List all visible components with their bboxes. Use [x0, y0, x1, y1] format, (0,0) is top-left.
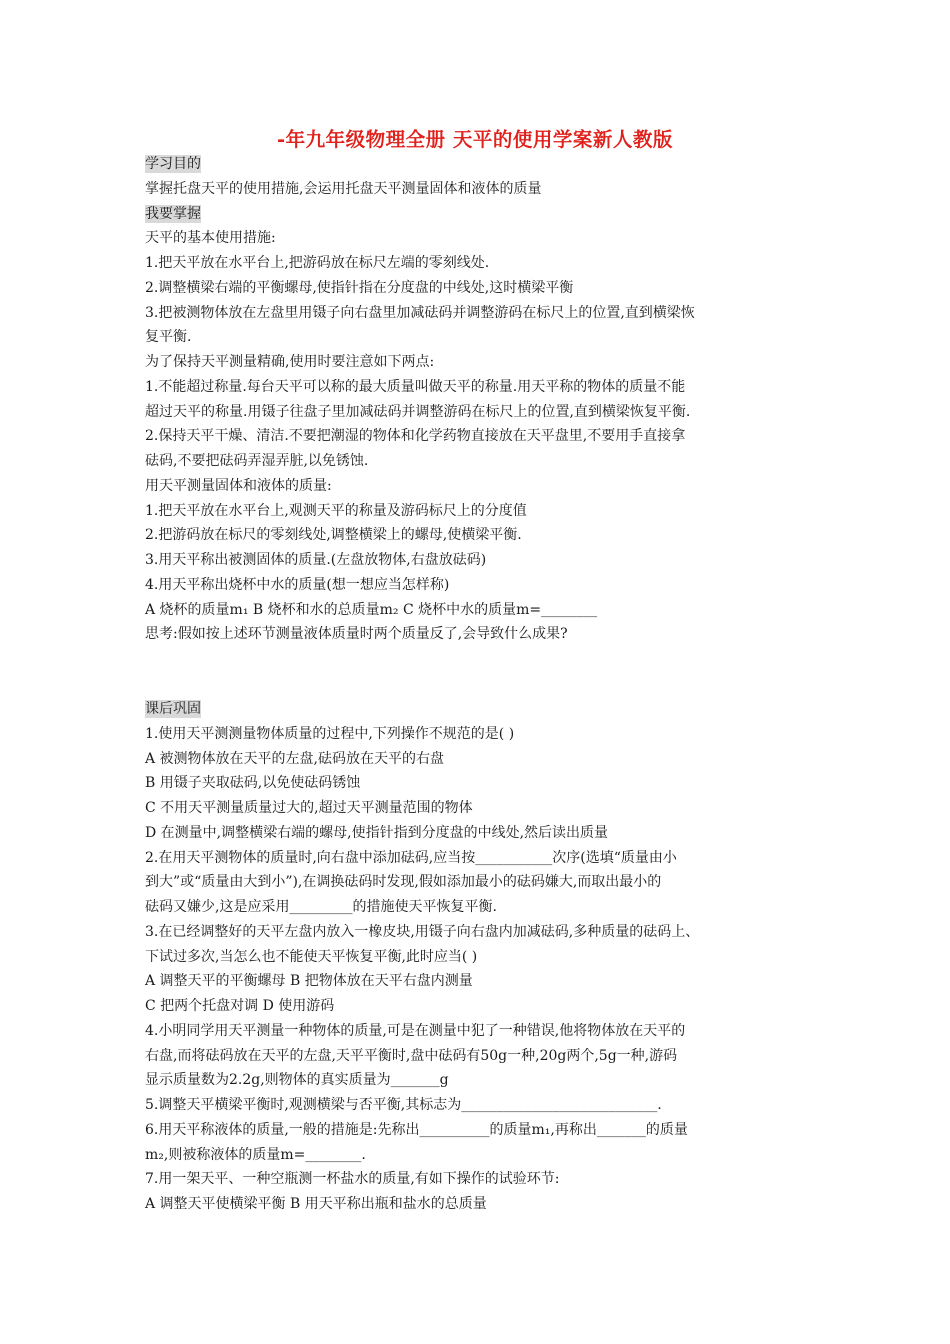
- document-title: -年九年级物理全册 天平的使用学案新人教版: [277, 128, 673, 151]
- text-line: 7.用一架天平、一种空瓶测一杯盐水的质量,有如下操作的试验环节:: [145, 1171, 560, 1188]
- text-line: 下试过多次,当怎么也不能使天平恢复平衡,此时应当( ): [145, 948, 478, 965]
- text-line: 3.把被测物体放在左盘里用镊子向右盘里加减砝码并调整游码在标尺上的位置,直到横梁恢: [145, 304, 695, 321]
- section-spacer: [145, 647, 825, 697]
- text-line: 为了保持天平测量精确,使用时要注意如下两点:: [145, 354, 435, 370]
- text-line: m₂,则被称液体的质量m=________.: [145, 1146, 366, 1163]
- text-line: A 被测物体放在天平的左盘,砝码放在天平的右盘: [145, 750, 445, 767]
- text-line: 1.把天平放在水平台上,把游码放在标尺左端的零刻线处.: [145, 255, 490, 271]
- text-line: A 烧杯的质量m₁ B 烧杯和水的总质量m₂ C 烧杯中水的质量m=________: [145, 601, 598, 618]
- text-line: 思考:假如按上述环节测量液体质量时两个质量反了,会导致什么成果?: [145, 626, 568, 643]
- text-line: 3.用天平称出被测固体的质量.(左盘放物体,右盘放砝码): [145, 552, 487, 568]
- text-line: 2.在用天平测物体的质量时,向右盘中添加砝码,应当按___________次序(选填“质量由小: [145, 849, 677, 866]
- text-line: A 调整天平的平衡螺母 B 把物体放在天平右盘内测量: [145, 973, 473, 990]
- text-line: 用天平测量固体和液体的质量:: [145, 477, 332, 494]
- text-line: 砝码又嫌少,这是应采用_________的措施使天平恢复平衡.: [145, 899, 497, 915]
- text-line: 1.不能超过称量.每台天平可以称的最大质量叫做天平的称量.用天平称的物体的质量不能: [145, 378, 686, 395]
- text-line: 6.用天平称液体的质量,一般的措施是:先称出__________的质量m₁,再称出_______的质量: [145, 1121, 688, 1138]
- text-line: 2.把游码放在标尺的零刻线处,调整横梁上的螺母,使横梁平衡.: [145, 527, 522, 544]
- document-body: [145, 152, 825, 1217]
- text-line: 2.调整横梁右端的平衡螺母,使指针指在分度盘的中线处,这时横梁平衡: [145, 279, 574, 296]
- text-line: 复平衡.: [145, 329, 192, 346]
- text-line: C 不用天平测量质量过大的,超过天平测量范围的物体: [145, 800, 473, 816]
- text-line: A 调整天平使横梁平衡 B 用天平称出瓶和盐水的总质量: [145, 1196, 487, 1212]
- text-line: 掌握托盘天平的使用措施,会运用托盘天平测量固体和液体的质量: [145, 180, 542, 197]
- text-line: 4.小明同学用天平测量一种物体的质量,可是在测量中犯了一种错误,他将物体放在天平的: [145, 1022, 686, 1039]
- text-line: 4.用天平称出烧杯中水的质量(想一想应当怎样称): [145, 576, 450, 593]
- section-heading-text: 学习目的: [145, 156, 201, 172]
- text-line: 3.在已经调整好的天平左盘内放入一橡皮块,用镊子向右盘内加减砝码,多种质量的砝码上、: [145, 923, 700, 940]
- text-line: 1.使用天平测测量物体质量的过程中,下列操作不规范的是( ): [145, 725, 515, 742]
- text-line: 5.调整天平横梁平衡时,观测横梁与否平衡,其标志为____________________________.: [145, 1097, 662, 1113]
- text-line: 1.把天平放在水平台上,观测天平的称量及游码标尺上的分度值: [145, 502, 527, 519]
- text-line: 2.保持天平干燥、清洁.不要把潮湿的物体和化学药物直接放在天平盘里,不要用手直接拿: [145, 428, 686, 445]
- text-line: 显示质量数为2.2g,则物体的真实质量为_______g: [145, 1072, 449, 1089]
- section-heading-text: 我要掌握: [145, 205, 201, 222]
- text-line: D 在测量中,调整横梁右端的螺母,使指针指到分度盘的中线处,然后读出质量: [145, 824, 609, 841]
- section-heading: [145, 202, 825, 227]
- text-line: 到大”或“质量由大到小”),在调换砝码时发现,假如添加最小的砝码嫌大,而取出最小的: [145, 874, 662, 891]
- text-line: B 用镊子夹取砝码,以免使砝码锈蚀: [145, 775, 361, 792]
- section-heading: [145, 697, 825, 722]
- text-line: 砝码,不要把砝码弄湿弄脏,以免锈蚀.: [145, 453, 369, 469]
- text-line: C 把两个托盘对调 D 使用游码: [145, 998, 335, 1014]
- text-line: 天平的基本使用措施:: [145, 230, 276, 247]
- section-heading: [145, 152, 825, 177]
- text-line: 超过天平的称量.用镊子往盘子里加减砝码并调整游码在标尺上的位置,直到横梁恢复平衡.: [145, 403, 691, 420]
- section-heading-text: 课后巩固: [145, 701, 201, 717]
- text-line: 右盘,而将砝码放在天平的左盘,天平平衡时,盘中砝码有50g一种,20g两个,5g一种,游码: [145, 1047, 678, 1064]
